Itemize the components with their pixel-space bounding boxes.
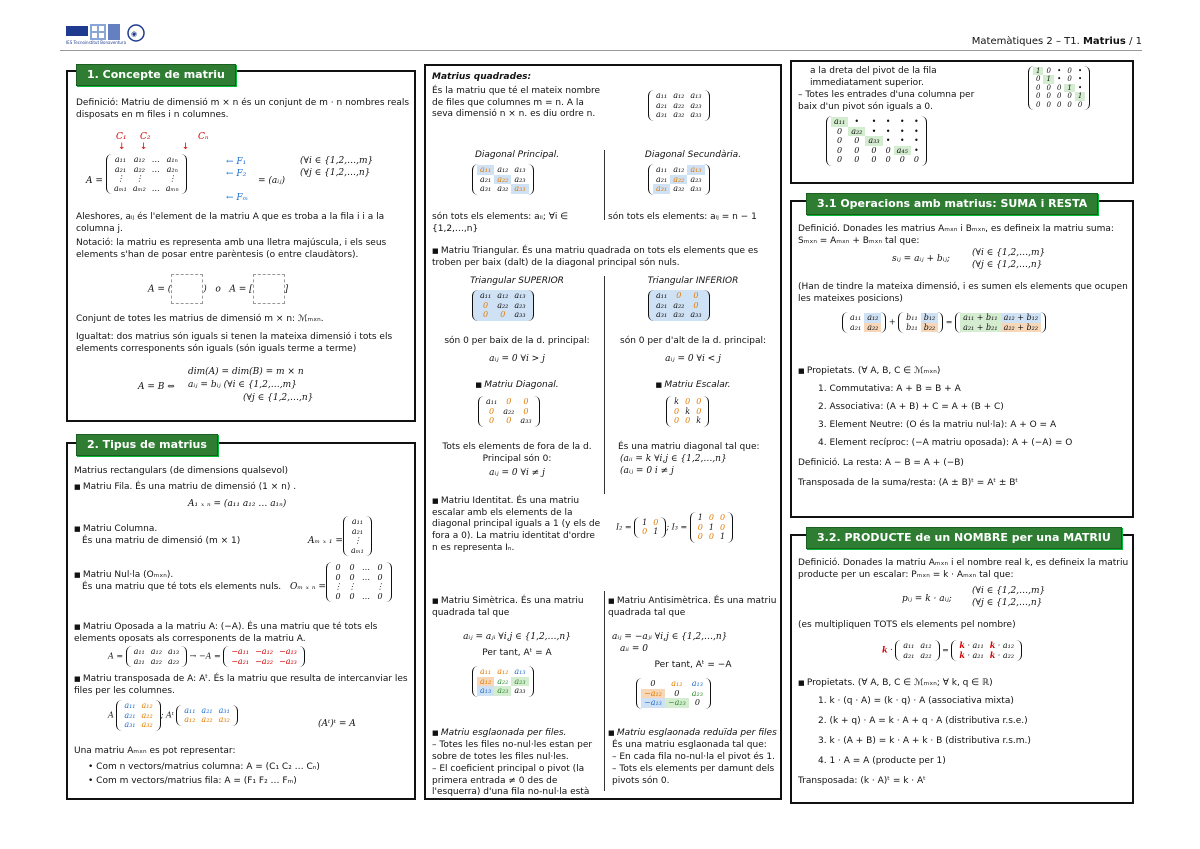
identitat-txt: ■ Matriu Identitat. És una matriu escalar amb els elements de la diagonal principal iguals a 1 (y els de fora a 0). La matriu identitat d'ordre n es representa Iₙ. — [432, 496, 602, 554]
section-esglaonada-cont — [790, 60, 1134, 184]
identitat-examples: I₂ = 1 0 0 1 ; I₃ = 1 0 0 0 1 0 0 0 1 — [616, 512, 733, 543]
tri-inf-txt: són 0 per d'alt de la d. principal: — [620, 336, 766, 346]
nulla-matrix: 0 0 … 0 0 0 … 0 ⋮ ⋮ ⋮ 0 0 … 0 — [326, 562, 392, 602]
prod-cond-2: (∀j ∈ {1,2,…,n} — [972, 598, 1043, 608]
tri-inf-eq: aᵢⱼ = 0 ∀i < j — [665, 354, 721, 364]
notacio: Notació: la matriu es representa amb una lletra majúscula, i els seus elements s'han de posar entre parèntesis (o entre claudàtors). — [76, 238, 387, 260]
simetrica-txt: ■ Matriu Simètrica. És una matriu quadrada tal que — [432, 596, 602, 619]
igualtat: Igualtat: dos matrius són iguals si tenen la mateixa dimensió i tots els elements corresponents són iguals (són iguals terme a terme) — [76, 332, 393, 354]
aij-notation: = (aᵢⱼ) — [258, 176, 285, 186]
section-concepte — [66, 70, 416, 422]
escalar-eq-2: (aᵢⱼ = 0 i ≠ j — [620, 466, 674, 476]
rect-intro: Matrius rectangulars (de dimensions qualsevol) — [74, 466, 288, 476]
def-matriu: Definició: Matriu de dimensió m × n és un conjunt de m · n nombres reals disposats en m files i n columnes. — [76, 98, 410, 120]
logo-graphic — [66, 24, 154, 50]
esg-cont-1: a la dreta del pivot de la fila immediatament superior. — [810, 66, 937, 88]
diagonal-eq: aᵢⱼ = 0 ∀i ≠ j — [489, 468, 545, 478]
antisimetrica-eq0: aᵢᵢ = 0 — [620, 644, 648, 654]
columna-dim: És una matriu de dimensió (m × 1) — [82, 536, 241, 546]
suma-note: (Han de tindre la mateixa dimensió, i es sumen els elements que ocupen les mateixes posicions) — [798, 282, 1128, 304]
resta-def: Definició. La resta: A − B = A + (−B) — [798, 458, 964, 468]
escalar-txt: És una matriu diagonal tal que: — [618, 442, 760, 452]
suma-prop-3: 3. Element Neutre: (O és la matriu nul·la): A + O = A — [818, 420, 1057, 430]
diag-principal-label: Diagonal Principal. — [474, 150, 560, 160]
repr-intro: Una matriu Aₘₓₙ es pot representar: — [74, 746, 236, 756]
esglaonada-1: – Totes les files no-nul·les estan per sobre de totes les files nul·les. — [432, 740, 593, 762]
esg-cont-2: – Totes les entrades d'una columna per baix d'un pivot són iguals a 0. — [798, 90, 975, 112]
fila-label: ■ Matriu Fila. És una matriu de dimensió (1 × n) . — [74, 482, 296, 494]
columna-eq: Aₘ ₓ ₁ = — [308, 536, 343, 546]
diag-principal-matrix: a₁₁ a₁₂ a₁₃ a₂₁ a₂₂ a₂₃ a₃₁ a₃₂ a₃₃ — [472, 164, 534, 195]
header-rule — [60, 50, 1142, 51]
tri-sup-matrix: a₁₁ a₁₂ a₁₃ 0 a₂₂ a₂₃ 0 0 a₃₃ — [472, 290, 534, 321]
reduida-2: – Tots els elements per damunt dels pivots són 0. — [612, 764, 775, 786]
prod-prop-1: 1. k · (q · A) = (k · q) · A (associativa mixta) — [818, 696, 1014, 706]
tri-sup-txt: són 0 per baix de la d. principal: — [444, 336, 590, 346]
suma-prop-4: 4. Element recíproc: (−A matriu oposada): A + (−A) = O — [818, 438, 1073, 448]
quad-text: És la matriu que té el mateix nombre de files que columnes m = n. A la seva dimensió n × n. es diu ordre n. — [432, 86, 601, 120]
prod-transposada: Transposada: (k · A)ᵗ = k · Aᵗ — [798, 776, 926, 786]
esglaonada-2: – El coeficient principal o pivot (la primera entrada ≠ 0 des de l'esquerra) d'una fila no-nul·la està — [432, 764, 590, 798]
equality-r2: aᵢⱼ = bᵢⱼ (∀i ∈ {1,2,…,m} — [188, 380, 297, 390]
nulla-eq: Oₘ ₓ ₙ = — [290, 582, 326, 592]
tri-inf-matrix: a₁₁ 0 0 a₂₁ a₂₂ 0 a₃₁ a₃₂ a₃₃ — [648, 290, 710, 321]
escalar-matrix: k 0 0 0 k 0 0 0 k — [666, 396, 709, 427]
section-31-title: 3.1 Operacions amb matrius: SUMA i RESTA — [806, 193, 1098, 215]
section-2-title: 2. Tipus de matrius — [76, 434, 218, 456]
suma-eq: sᵢⱼ = aᵢⱼ + bᵢⱼ; — [892, 254, 950, 264]
suma-prop-1: 1. Commutativa: A + B = B + A — [818, 384, 961, 394]
suma-cond-2: (∀j ∈ {1,2,…,n} — [972, 260, 1043, 270]
triangular-txt: ■ Matriu Triangular. És una matriu quadrada on tots els elements que es troben per baix (dalt) de la diagonal principal són nuls. — [432, 246, 777, 269]
prod-props-title: ■ Propietats. (∀ A, B, C ∈ ℳₘₓₙ; ∀ k, q ∈ ℝ) — [798, 678, 993, 690]
equality-r1: dim(A) = dim(B) = m × n — [188, 367, 304, 377]
suma-transposada: Transposada de la suma/resta: (A ± B)ᵗ = Aᵗ ± Bᵗ — [798, 478, 1019, 488]
col-label-2: C₂ — [140, 132, 151, 142]
reduida-1: – En cada fila no-nul·la el pivot és 1. — [612, 752, 776, 762]
simetrica-eq2: Per tant, Aᵗ = A — [482, 648, 552, 658]
reduida-example: 1 0 • 0 • 0 1 • 0 • 0 0 0 1 • 0 0 0 0 1 0 0 0 0 0 — [1028, 66, 1090, 110]
section-quadrades — [424, 64, 782, 800]
index-cond-i: (∀i ∈ {1,2,…,m} — [300, 156, 374, 166]
prod-example: k · a₁₁ a₁₂ a₂₁ a₂₂ = k · a₁₁ k · a₁₂ k · a₂₁ k · a₂₂ — [882, 640, 1022, 661]
antisimetrica-matrix: 0 a₁₂ a₁₃ −a₁₂ 0 a₂₃ −a₁₃ −a₂₃ 0 — [636, 678, 711, 709]
col-label-n: Cₙ — [198, 132, 209, 142]
diagonal-txt: Tots els elements de fora de la d. Principal són 0: — [442, 442, 592, 464]
suma-def: Definició. Donades les matrius Aₘₓₙ i Bₘₓₙ, es defineix la matriu suma: Sₘₓₙ = Aₘₓₙ + Bₘₓₙ tal que: — [798, 224, 1114, 246]
esglaonada-example: a₁₁ • • • • • 0 a₂₂ • • • • 0 0 a₃₃ • • • 0 0 0 0 a₄₅ • 0 0 0 0 0 0 — [826, 116, 927, 166]
col-arrows: ↓ ↓ ↓ — [118, 142, 190, 152]
section-suma — [790, 200, 1134, 518]
oposada-example: A = a₁₁ a₁₂ a₁₃ a₂₁ a₂₂ a₂₃ → −A = −a₁₁ −a₁₂ −a₁₃ −a₂₁ −a₂₂ −a₂₃ — [108, 646, 305, 667]
index-cond-j: (∀j ∈ {1,2,…,n} — [300, 168, 371, 178]
col-label-1: C₁ — [116, 132, 127, 142]
prod-prop-4: 4. 1 · A = A (producte per 1) — [818, 756, 946, 766]
diagonal-label: ■ Matriu Diagonal. — [432, 380, 602, 392]
esglaonada-title: ■ Matriu esglaonada per files. — [432, 728, 602, 740]
diag-secundaria-matrix: a₁₁ a₁₂ a₁₃ a₂₁ a₂₂ a₂₃ a₃₁ a₃₂ a₃₃ — [648, 164, 710, 195]
prod-def: Definició. Donades la matriu Aₘₓₙ i el nombre real k, es defineix la matriu producte per un escalar: Pₘₓₙ = k · Aₘₓₙ tal que: — [798, 558, 1129, 580]
simetrica-matrix: a₁₁ a₁₂ a₁₃ a₁₂ a₂₂ a₂₃ a₁₃ a₂₃ a₃₃ — [472, 666, 534, 697]
bracket-examples: A = ( ) o A = [ ] — [148, 274, 288, 304]
reduida-0: És una matriu esglaonada tal que: — [612, 740, 767, 750]
tri-sup-eq: aᵢⱼ = 0 ∀i > j — [489, 354, 545, 364]
section-producte — [790, 534, 1134, 804]
diag-principal-txt: són tots els elements: aᵢᵢ; ∀i ∈ {1,2,…,n} — [432, 212, 569, 234]
fila-eq: A₁ ₓ ₙ = (a₁₁ a₁₂ … a₁ₙ) — [188, 499, 287, 509]
matrix-set: Conjunt de totes les matrius de dimensió m × n: ℳₘₓₙ. — [76, 314, 324, 324]
svg-text:◉: ◉ — [131, 30, 138, 38]
nulla-label: ■ Matriu Nul·la (Oₘₓₙ). — [74, 570, 173, 582]
suma-example: a₁₁ a₁₂ a₂₁ a₂₂ + b₁₁ b₁₂ b₂₁ b₂₂ = a₁₁ + b₁₁ a₁₂ + b₁₂ a₂₁ + b₂₁ a₂₂ + b₂₂ — [842, 312, 1046, 333]
columna-matrix: a₁₁ a₂₁ ⋮ aₘ₁ — [343, 516, 372, 556]
tri-inf-label: Triangular INFERIOR — [647, 276, 739, 286]
suma-prop-2: 2. Associativa: (A + B) + C = A + (B + C) — [818, 402, 1004, 412]
mid-divider-1 — [604, 150, 605, 220]
columna-label: ■ Matriu Columna. — [74, 524, 157, 536]
equality-lhs: A = B ⇔ — [138, 382, 175, 392]
equality-r3: (∀j ∈ {1,2,…,n} — [243, 393, 314, 403]
mid-divider-2 — [604, 276, 605, 494]
escalar-label: ■ Matriu Escalar. — [608, 380, 778, 392]
quad-title: Matrius quadrades: — [432, 72, 532, 82]
quad-matrix: a₁₁ a₁₂ a₁₃ a₂₁ a₂₂ a₂₃ a₃₁ a₃₂ a₃₃ — [648, 90, 710, 121]
prod-eq: pᵢⱼ = k · aᵢⱼ; — [902, 594, 952, 604]
diagonal-matrix: a₁₁ 0 0 0 a₂₂ 0 0 0 a₃₃ — [478, 396, 540, 427]
antisimetrica-txt: ■ Matriu Antisimètrica. És una matriu quadrada tal que — [608, 596, 778, 619]
antisimetrica-eq2: Per tant, Aᵗ = −A — [654, 660, 732, 670]
repr-columns: • Com n vectors/matrius columna: A = (C₁ C₂ … Cₙ) — [88, 762, 320, 772]
prod-prop-2: 2. (k + q) · A = k · A + q · A (distributiva r.s.e.) — [818, 716, 1028, 726]
diag-secundaria-txt: són tots els elements: aᵢⱼ = n − 1 — [608, 212, 757, 222]
prod-prop-3: 3. k · (A + B) = k · A + k · B (distributiva r.s.m.) — [818, 736, 1031, 746]
prod-note: (es multipliquen TOTS els elements pel nombre) — [798, 620, 1016, 630]
logo-text: IES Tecnoinstitut Bonaventura — [66, 40, 127, 45]
aij-explanation: Aleshores, aᵢⱼ és l'element de la matriu A que es troba a la fila i i a la columna j. — [76, 212, 385, 234]
suma-cond-1: (∀i ∈ {1,2,…,m} — [972, 248, 1046, 258]
nulla-desc: És una matriu que té tots els elements nuls. — [82, 582, 282, 592]
repr-rows: • Com m vectors/matrius fila: A = (F₁ F₂ … Fₘ) — [88, 776, 297, 786]
transposada-desc: ■ Matriu transposada de A: Aᵗ. És la matriu que resulta de intercanviar les files per les columnes. — [74, 674, 409, 697]
mid-divider-3 — [604, 591, 605, 791]
page-header-title: Matemàtiques 2 – T1. Matrius / 1 — [971, 36, 1142, 47]
tri-sup-label: Triangular SUPERIOR — [470, 276, 564, 286]
section-32-title: 3.2. PRODUCTE de un NOMBRE per una MATRIU — [806, 527, 1122, 549]
prod-cond-1: (∀i ∈ {1,2,…,m} — [972, 586, 1046, 596]
row-label-2: ← F₂ — [226, 169, 247, 179]
section-1-title: 1. Concepte de matriu — [76, 64, 236, 86]
escalar-eq-1: (aᵢᵢ = k ∀i,j ∈ {1,2,…,n} — [620, 454, 727, 464]
section-tipus — [66, 442, 416, 800]
school-logo — [66, 24, 154, 50]
transposada-rule: (Aᵗ)ᵗ = A — [318, 719, 356, 729]
antisimetrica-eq: aᵢⱼ = −aⱼᵢ ∀i,j ∈ {1,2,…,n} — [612, 632, 728, 642]
matrix-A-eq: A = — [86, 176, 103, 186]
reduida-title: ■ Matriu esglaonada reduïda per files — [608, 728, 778, 740]
general-matrix: a₁₁ a₁₂ … a₁ₙ a₂₁ a₂₂ … a₂ₙ ⋮ ⋮ ⋮ aₘ₁ aₘ₂ … aₘₙ — [106, 154, 187, 194]
row-label-1: ← F₁ — [226, 157, 247, 167]
row-label-m: ← Fₘ — [226, 193, 249, 203]
oposada-desc: ■ Matriu Oposada a la matriu A: (−A). És una matriu que té tots els elements oposats als corresponents de la matriu A. — [74, 622, 409, 645]
transposada-example: A a₁₁ a₁₂ a₂₁ a₂₂ a₃₁ a₃₂ ; Aᵗ a₁₁ a₂₁ a₃₁ a₁₂ a₂₂ a₃₂ — [108, 700, 238, 731]
simetrica-eq: aᵢⱼ = aⱼᵢ ∀i,j ∈ {1,2,…,n} — [463, 632, 571, 642]
suma-props-title: ■ Propietats. (∀ A, B, C ∈ ℳₘₓₙ) — [798, 366, 940, 378]
diag-secundaria-label: Diagonal Secundària. — [644, 150, 742, 160]
